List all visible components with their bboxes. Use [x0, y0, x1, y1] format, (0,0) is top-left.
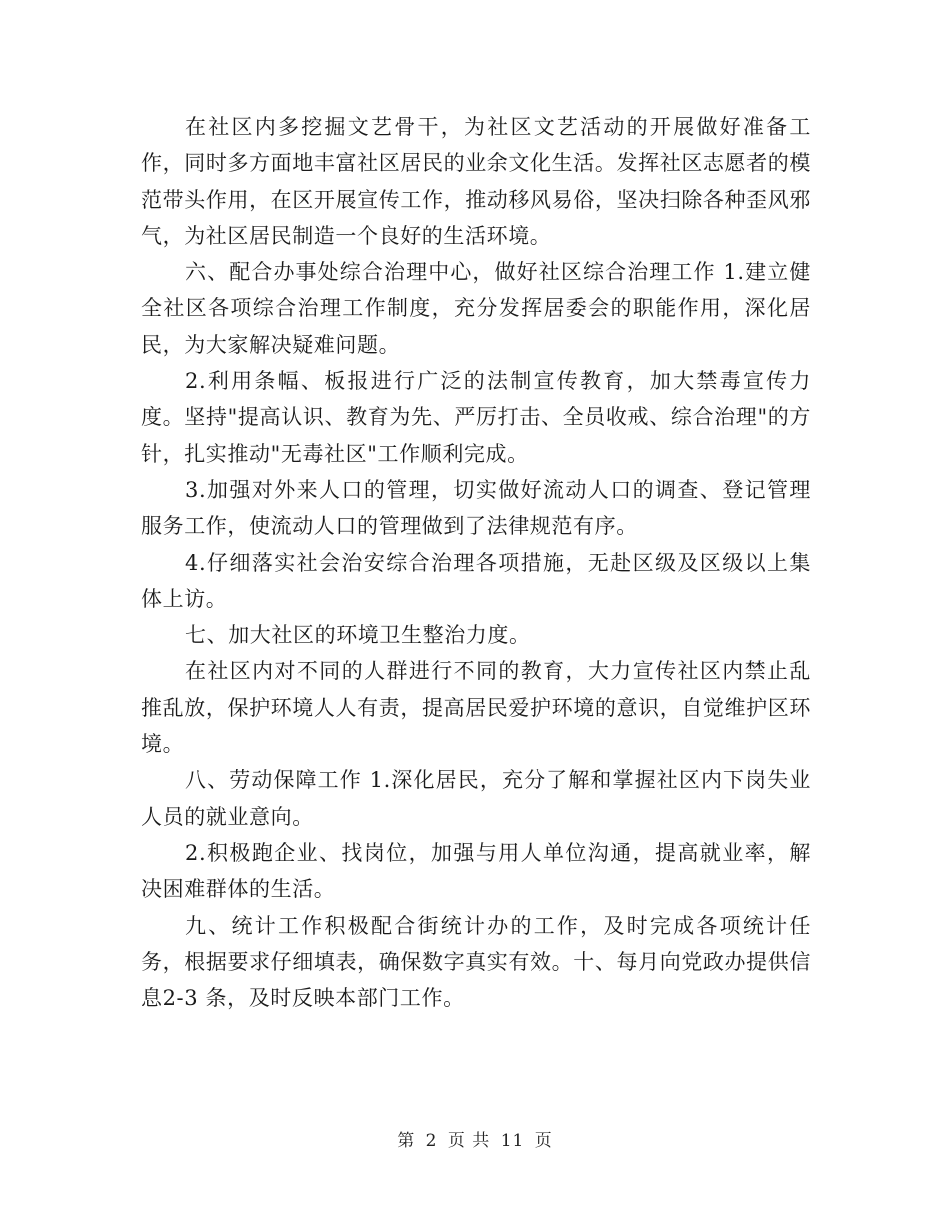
paragraph-environment: 在社区内对不同的人群进行不同的教育，大力宣传社区内禁止乱推乱放，保护环境人人有责，提高居民爱护环境的意识，自觉维护区环境。 — [141, 659, 811, 757]
footer-suffix: 页 — [534, 1131, 553, 1151]
footer-middle: 页 共 — [447, 1131, 491, 1151]
paragraph-culture: 在社区内多挖掘文艺骨干，为社区文艺活动的开展做好准备工作，同时多方面地丰富社区居民的业余文化生活。发挥社区志愿者的模范带头作用，在区开展宣传工作，推动移风易俗，坚决扫除各种歪风邪气，为社区居民制造一个良好的生活环境。 — [141, 115, 811, 248]
paragraph-section-7: 七、加大社区的环境卫生整治力度。 — [185, 623, 531, 648]
paragraph-item-2-employment: 2.积极跑企业、找岗位，加强与用人单位沟通，提高就业率，解决困难群体的生活。 — [141, 840, 811, 902]
footer-current-page: 2 — [425, 1131, 438, 1151]
footer-total-pages: 11 — [500, 1131, 525, 1151]
footer-prefix: 第 — [397, 1131, 416, 1151]
document-body — [141, 109, 811, 1016]
paragraph-item-2-legal: 2.利用条幅、板报进行广泛的法制宣传教育，加大禁毒宣传力度。坚持"提高认识、教育为先、严厉打击、全员收戒、综合治理"的方针，扎实推动"无毒社区"工作顺利完成。 — [141, 369, 811, 466]
paragraph-section-9: 九、统计工作积极配合街统计办的工作，及时完成各项统计任务，根据要求仔细填表，确保数字真实有效。十、每月向党政办提供信息2-3 条，及时反映本部门工作。 — [141, 913, 811, 1011]
paragraph-section-8: 八、劳动保障工作 1.深化居民，充分了解和掌握社区内下岗失业人员的就业意向。 — [141, 768, 811, 829]
paragraph-section-6: 六、配合办事处综合治理中心，做好社区综合治理工作 1.建立健全社区各项综合治理工作制度，充分发挥居委会的职能作用，深化居民，为大家解决疑难问题。 — [141, 260, 811, 357]
paragraph-item-4-security: 4.仔细落实社会治安综合治理各项措施，无赴区级及区级以上集体上访。 — [141, 550, 811, 611]
paragraph-item-3-population: 3.加强对外来人口的管理，切实做好流动人口的调查、登记管理服务工作，使流动人口的管理做到了法律规范有序。 — [141, 477, 811, 539]
page-footer — [0, 1126, 950, 1151]
